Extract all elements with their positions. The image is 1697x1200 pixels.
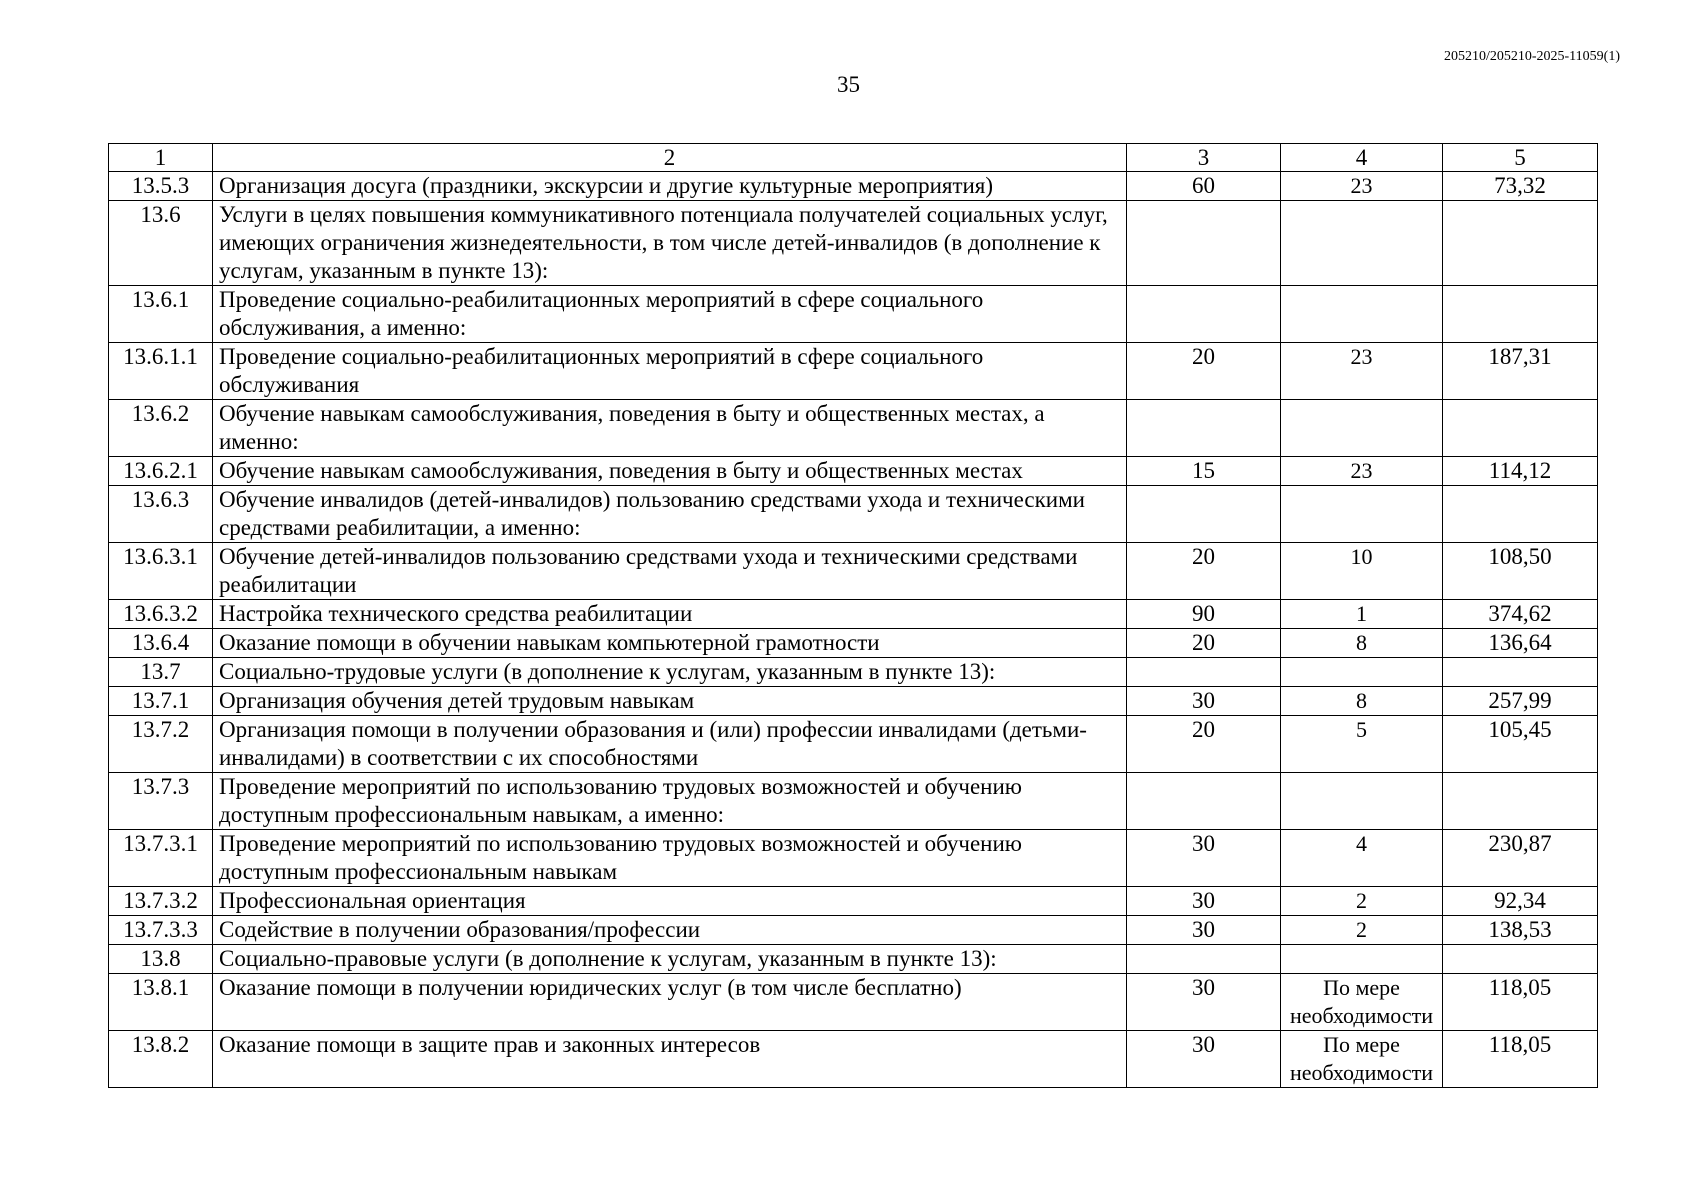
table-row (109, 687, 1598, 716)
row-value-col4: 23 (1281, 172, 1443, 201)
row-value-col3: 20 (1127, 543, 1281, 600)
row-value-col4: 8 (1281, 687, 1443, 716)
row-value-col5 (1443, 486, 1598, 543)
row-value-col3: 30 (1127, 916, 1281, 945)
row-value-col5 (1443, 400, 1598, 457)
row-value-col3: 20 (1127, 343, 1281, 400)
row-service-name: Организация помощи в получении образования и (или) профессии инвалидами (детьми-инвалидами) в соответствии с их способностями (213, 716, 1127, 773)
column-header-5: 5 (1443, 144, 1598, 172)
row-value-col5 (1443, 945, 1598, 974)
row-value-col4: 10 (1281, 543, 1443, 600)
table-row (109, 945, 1598, 974)
column-header-1: 1 (109, 144, 213, 172)
row-service-name: Профессиональная ориентация (213, 887, 1127, 916)
row-value-col3: 30 (1127, 887, 1281, 916)
table-row (109, 1031, 1598, 1088)
row-code: 13.6.1.1 (109, 343, 213, 400)
row-value-col3: 30 (1127, 1031, 1281, 1088)
column-header-3: 3 (1127, 144, 1281, 172)
row-value-col5: 73,32 (1443, 172, 1598, 201)
row-code: 13.6.2.1 (109, 457, 213, 486)
row-code: 13.8.1 (109, 974, 213, 1031)
row-value-col4 (1281, 486, 1443, 543)
row-code: 13.8 (109, 945, 213, 974)
row-value-col3 (1127, 286, 1281, 343)
row-code: 13.6.3.1 (109, 543, 213, 600)
row-value-col3 (1127, 773, 1281, 830)
row-code: 13.7.3.3 (109, 916, 213, 945)
row-value-col4: По мере необходимости (1281, 974, 1443, 1031)
row-service-name: Проведение мероприятий по использованию трудовых возможностей и обучению доступным профессиональным навыкам, а именно: (213, 773, 1127, 830)
row-value-col3: 30 (1127, 974, 1281, 1031)
row-code: 13.5.3 (109, 172, 213, 201)
row-value-col3: 20 (1127, 629, 1281, 658)
row-service-name: Оказание помощи в обучении навыкам компьютерной грамотности (213, 629, 1127, 658)
row-value-col5: 136,64 (1443, 629, 1598, 658)
row-value-col4: 2 (1281, 916, 1443, 945)
table-row (109, 457, 1598, 486)
row-value-col3: 20 (1127, 716, 1281, 773)
row-value-col5 (1443, 773, 1598, 830)
table-row (109, 716, 1598, 773)
row-value-col3 (1127, 400, 1281, 457)
row-value-col4: 4 (1281, 830, 1443, 887)
row-service-name: Проведение мероприятий по использованию трудовых возможностей и обучению доступным профессиональным навыкам (213, 830, 1127, 887)
row-code: 13.7.3.2 (109, 887, 213, 916)
row-value-col5: 257,99 (1443, 687, 1598, 716)
row-value-col5: 118,05 (1443, 974, 1598, 1031)
row-code: 13.7.3.1 (109, 830, 213, 887)
row-service-name: Организация обучения детей трудовым навыкам (213, 687, 1127, 716)
row-value-col4: 23 (1281, 343, 1443, 400)
table-row (109, 486, 1598, 543)
row-service-name: Обучение навыкам самообслуживания, поведения в быту и общественных местах, а именно: (213, 400, 1127, 457)
row-value-col4 (1281, 201, 1443, 286)
table-row (109, 343, 1598, 400)
row-value-col5: 108,50 (1443, 543, 1598, 600)
row-value-col5: 92,34 (1443, 887, 1598, 916)
table-row (109, 887, 1598, 916)
row-service-name: Содействие в получении образования/профессии (213, 916, 1127, 945)
row-code: 13.6.4 (109, 629, 213, 658)
page-number: 35 (837, 72, 860, 97)
table-row (109, 400, 1598, 457)
table-row (109, 201, 1598, 286)
row-value-col3 (1127, 658, 1281, 687)
row-value-col5 (1443, 201, 1598, 286)
table-row (109, 543, 1598, 600)
row-service-name: Организация досуга (праздники, экскурсии и другие культурные мероприятия) (213, 172, 1127, 201)
row-code: 13.8.2 (109, 1031, 213, 1088)
table-row (109, 629, 1598, 658)
row-value-col3: 90 (1127, 600, 1281, 629)
row-value-col3: 30 (1127, 830, 1281, 887)
row-service-name: Услуги в целях повышения коммуникативного потенциала получателей социальных услуг, имеющих ограничения жизнедеятельности, в том числе детей-инвалидов (в дополнение к услугам, указанным в пункте 13): (213, 201, 1127, 286)
row-value-col5 (1443, 658, 1598, 687)
row-value-col4: 2 (1281, 887, 1443, 916)
table-row (109, 773, 1598, 830)
table-row (109, 916, 1598, 945)
services-table (108, 143, 1598, 1088)
row-service-name: Обучение инвалидов (детей-инвалидов) пользованию средствами ухода и техническими средствами реабилитации, а именно: (213, 486, 1127, 543)
row-value-col5: 114,12 (1443, 457, 1598, 486)
row-value-col3: 60 (1127, 172, 1281, 201)
row-code: 13.7.2 (109, 716, 213, 773)
table-row (109, 658, 1598, 687)
row-service-name: Социально-трудовые услуги (в дополнение к услугам, указанным в пункте 13): (213, 658, 1127, 687)
row-value-col4: 1 (1281, 600, 1443, 629)
row-value-col4 (1281, 286, 1443, 343)
row-code: 13.7.3 (109, 773, 213, 830)
row-code: 13.6.3.2 (109, 600, 213, 629)
document-id: 205210/205210-2025-11059(1) (1443, 49, 1620, 64)
row-value-col3 (1127, 945, 1281, 974)
row-value-col3: 30 (1127, 687, 1281, 716)
column-header-4: 4 (1281, 144, 1443, 172)
table-row (109, 172, 1598, 201)
row-value-col5: 138,53 (1443, 916, 1598, 945)
table-header-row (109, 144, 1598, 172)
row-service-name: Оказание помощи в получении юридических услуг (в том числе бесплатно) (213, 974, 1127, 1031)
row-value-col5: 187,31 (1443, 343, 1598, 400)
row-code: 13.7 (109, 658, 213, 687)
row-value-col4 (1281, 400, 1443, 457)
row-service-name: Обучение навыкам самообслуживания, поведения в быту и общественных местах (213, 457, 1127, 486)
column-header-2: 2 (213, 144, 1127, 172)
row-service-name: Проведение социально-реабилитационных мероприятий в сфере социального обслуживания (213, 343, 1127, 400)
row-service-name: Оказание помощи в защите прав и законных интересов (213, 1031, 1127, 1088)
row-service-name: Обучение детей-инвалидов пользованию средствами ухода и техническими средствами реабилитации (213, 543, 1127, 600)
table-row (109, 600, 1598, 629)
row-value-col5: 374,62 (1443, 600, 1598, 629)
row-value-col4 (1281, 773, 1443, 830)
row-value-col4: 23 (1281, 457, 1443, 486)
row-value-col3: 15 (1127, 457, 1281, 486)
table-row (109, 830, 1598, 887)
row-value-col3 (1127, 486, 1281, 543)
row-value-col5: 118,05 (1443, 1031, 1598, 1088)
row-code: 13.6.1 (109, 286, 213, 343)
row-value-col4: 8 (1281, 629, 1443, 658)
row-value-col3 (1127, 201, 1281, 286)
row-service-name: Проведение социально-реабилитационных мероприятий в сфере социального обслуживания, а именно: (213, 286, 1127, 343)
row-value-col4 (1281, 658, 1443, 687)
table-row (109, 974, 1598, 1031)
row-value-col4: По мере необходимости (1281, 1031, 1443, 1088)
row-code: 13.6.2 (109, 400, 213, 457)
row-code: 13.7.1 (109, 687, 213, 716)
row-value-col5: 230,87 (1443, 830, 1598, 887)
row-code: 13.6 (109, 201, 213, 286)
row-value-col5 (1443, 286, 1598, 343)
row-code: 13.6.3 (109, 486, 213, 543)
row-service-name: Социально-правовые услуги (в дополнение к услугам, указанным в пункте 13): (213, 945, 1127, 974)
row-value-col5: 105,45 (1443, 716, 1598, 773)
row-value-col4: 5 (1281, 716, 1443, 773)
row-service-name: Настройка технического средства реабилитации (213, 600, 1127, 629)
table-row (109, 286, 1598, 343)
row-value-col4 (1281, 945, 1443, 974)
